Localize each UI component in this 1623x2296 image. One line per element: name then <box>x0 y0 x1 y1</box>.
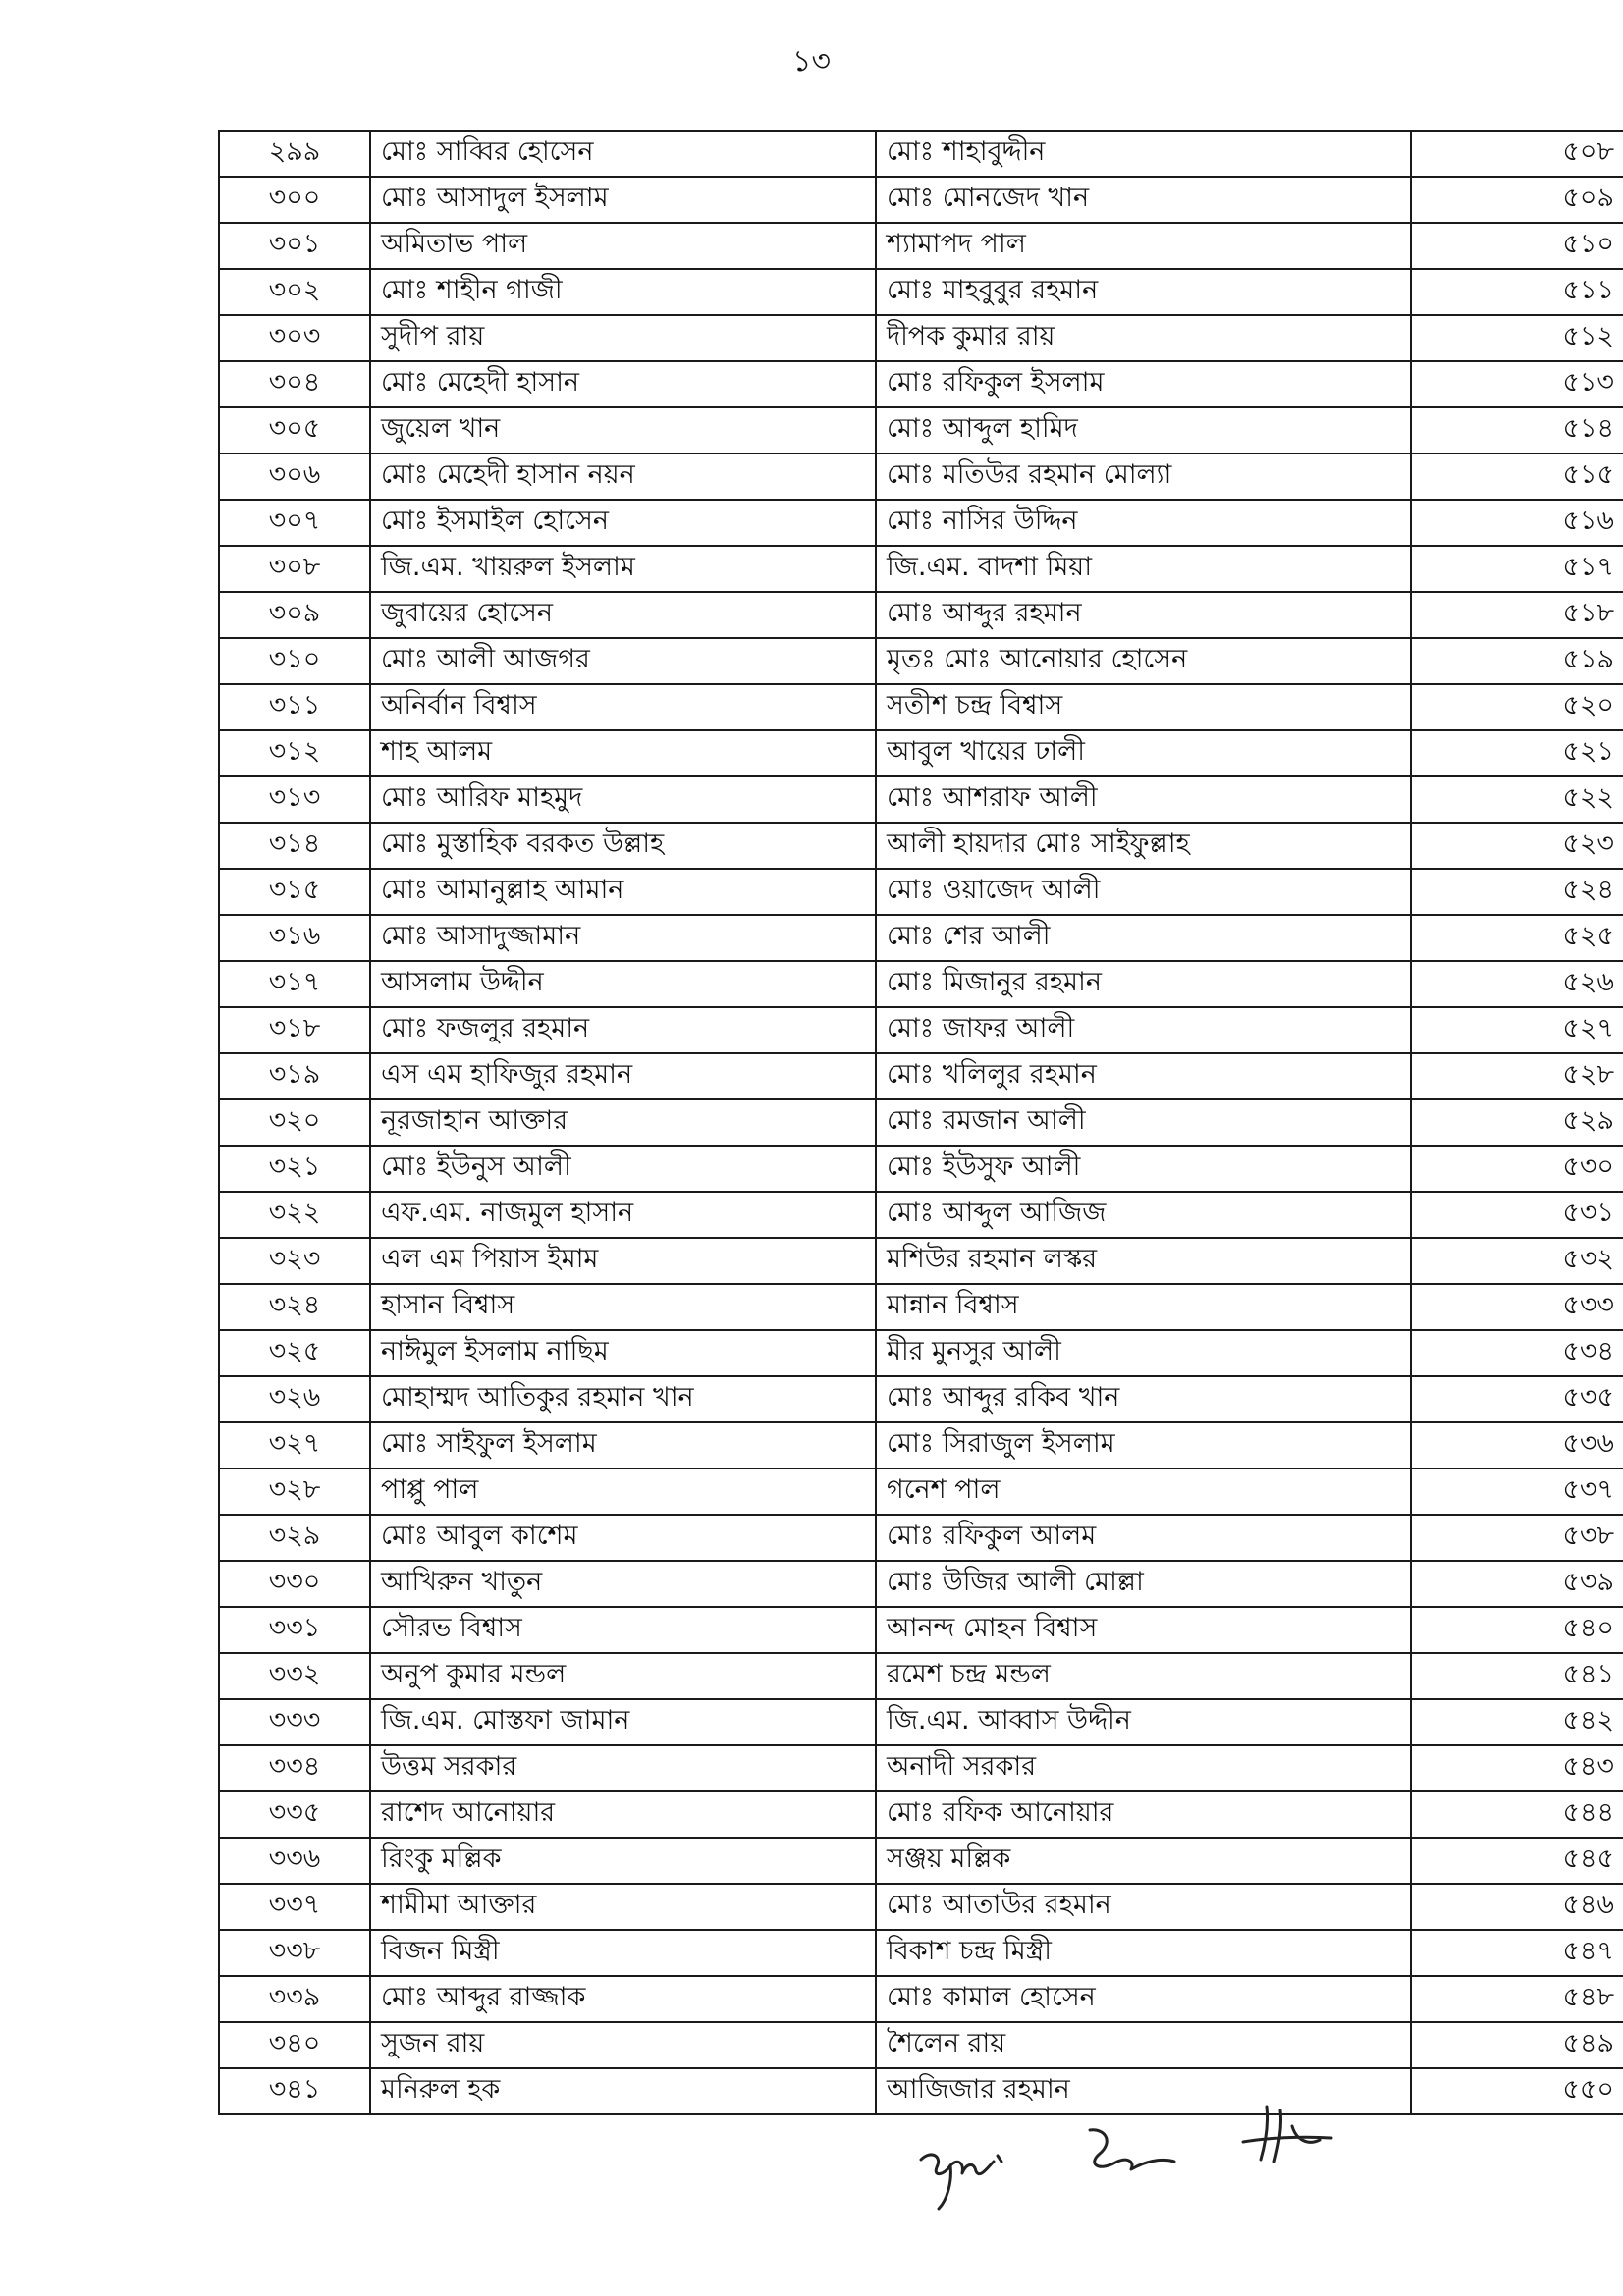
father-name-cell: গনেশ পাল <box>876 1468 1411 1515</box>
code-cell: ৫২১ <box>1411 730 1623 776</box>
table-row <box>219 1561 1623 1607</box>
code-cell: ৫৪৩ <box>1411 1745 1623 1791</box>
table-row <box>219 546 1623 592</box>
table-row <box>219 407 1623 454</box>
father-name-cell: মোঃ আশরাফ আলী <box>876 776 1411 823</box>
name-cell: আখিরুন খাতুন <box>370 1561 876 1607</box>
father-name-cell: মোঃ নাসির উদ্দিন <box>876 500 1411 546</box>
code-cell: ৫২৩ <box>1411 823 1623 869</box>
name-cell: মোঃ মেহেদী হাসান <box>370 361 876 407</box>
name-cell: রিংকু মল্লিক <box>370 1838 876 1884</box>
signatures <box>903 2099 1414 2226</box>
name-cell: অমিতাভ পাল <box>370 223 876 269</box>
table-row <box>219 1284 1623 1330</box>
code-cell: ৫১০ <box>1411 223 1623 269</box>
name-cell: মোঃ ইসমাইল হোসেন <box>370 500 876 546</box>
father-name-cell: আলী হায়দার মোঃ সাইফুল্লাহ <box>876 823 1411 869</box>
father-name-cell: মশিউর রহমান লস্কর <box>876 1238 1411 1284</box>
name-cell: জুয়েল খান <box>370 407 876 454</box>
name-cell: বিজন মিস্ত্রী <box>370 1930 876 1976</box>
table-row <box>219 1745 1623 1791</box>
name-cell: সৌরভ বিশ্বাস <box>370 1607 876 1653</box>
code-cell: ৫১১ <box>1411 269 1623 315</box>
serial-cell: ৩১৭ <box>219 961 370 1007</box>
name-cell: মনিরুল হক <box>370 2068 876 2114</box>
name-cell: নূরজাহান আক্তার <box>370 1099 876 1146</box>
table-row <box>219 2022 1623 2068</box>
code-cell: ৫৫০ <box>1411 2068 1623 2114</box>
serial-cell: ৩৩৪ <box>219 1745 370 1791</box>
name-cell: মোঃ আসাদুল ইসলাম <box>370 177 876 223</box>
code-cell: ৫২৯ <box>1411 1099 1623 1146</box>
father-name-cell: মোঃ মতিউর রহমান মোল্যা <box>876 454 1411 500</box>
table-row <box>219 1653 1623 1699</box>
code-cell: ৫২২ <box>1411 776 1623 823</box>
name-cell: মোঃ মেহেদী হাসান নয়ন <box>370 454 876 500</box>
table-row <box>219 361 1623 407</box>
table-row <box>219 1976 1623 2022</box>
serial-cell: ৩২৫ <box>219 1330 370 1376</box>
table-row <box>219 315 1623 361</box>
serial-cell: ৩১৪ <box>219 823 370 869</box>
code-cell: ৫৩৮ <box>1411 1515 1623 1561</box>
code-cell: ৫১৬ <box>1411 500 1623 546</box>
code-cell: ৫২৪ <box>1411 869 1623 915</box>
table-row <box>219 1238 1623 1284</box>
name-cell: মোঃ আসাদুজ্জামান <box>370 915 876 961</box>
serial-cell: ৩২৩ <box>219 1238 370 1284</box>
father-name-cell: মোঃ কামাল হোসেন <box>876 1976 1411 2022</box>
table-row <box>219 1422 1623 1468</box>
table-body <box>219 131 1623 2114</box>
serial-cell: ৩১৫ <box>219 869 370 915</box>
name-cell: মোঃ আরিফ মাহমুদ <box>370 776 876 823</box>
name-cell: মোঃ আলী আজগর <box>370 638 876 684</box>
father-name-cell: মৃতঃ মোঃ আনোয়ার হোসেন <box>876 638 1411 684</box>
code-cell: ৫২৭ <box>1411 1007 1623 1053</box>
serial-cell: ৩৩৬ <box>219 1838 370 1884</box>
father-name-cell: মোঃ জাফর আলী <box>876 1007 1411 1053</box>
serial-cell: ৩০০ <box>219 177 370 223</box>
code-cell: ৫১৩ <box>1411 361 1623 407</box>
serial-cell: ৩১৮ <box>219 1007 370 1053</box>
serial-cell: ৩১১ <box>219 684 370 730</box>
table-row <box>219 454 1623 500</box>
name-cell: মোঃ ফজলুর রহমান <box>370 1007 876 1053</box>
serial-cell: ৩০৭ <box>219 500 370 546</box>
father-name-cell: সঞ্জয় মল্লিক <box>876 1838 1411 1884</box>
father-name-cell: মোঃ আব্দুর রহমান <box>876 592 1411 638</box>
serial-cell: ৩১৯ <box>219 1053 370 1099</box>
code-cell: ৫২০ <box>1411 684 1623 730</box>
father-name-cell: মোঃ ওয়াজেদ আলী <box>876 869 1411 915</box>
name-cell: আসলাম উদ্দীন <box>370 961 876 1007</box>
table-row <box>219 1791 1623 1838</box>
code-cell: ৫২৫ <box>1411 915 1623 961</box>
table-row <box>219 730 1623 776</box>
serial-cell: ৩৪১ <box>219 2068 370 2114</box>
father-name-cell: দীপক কুমার রায় <box>876 315 1411 361</box>
code-cell: ৫২৬ <box>1411 961 1623 1007</box>
name-cell: মোঃ আবুল কাশেম <box>370 1515 876 1561</box>
table-row <box>219 915 1623 961</box>
serial-cell: ৩২২ <box>219 1192 370 1238</box>
table-row <box>219 961 1623 1007</box>
code-cell: ৫৪৬ <box>1411 1884 1623 1930</box>
table-row <box>219 1007 1623 1053</box>
serial-cell: ৩১০ <box>219 638 370 684</box>
page-number: ১৩ <box>792 44 831 79</box>
serial-cell: ২৯৯ <box>219 131 370 177</box>
serial-cell: ৩০৬ <box>219 454 370 500</box>
serial-cell: ৩৩৩ <box>219 1699 370 1745</box>
father-name-cell: মোঃ রফিকুল আলম <box>876 1515 1411 1561</box>
name-cell: মোঃ সাব্বির হোসেন <box>370 131 876 177</box>
father-name-cell: মোঃ রমজান আলী <box>876 1099 1411 1146</box>
table-row <box>219 1146 1623 1192</box>
code-cell: ৫৪৮ <box>1411 1976 1623 2022</box>
serial-cell: ৩৩৮ <box>219 1930 370 1976</box>
table-row <box>219 177 1623 223</box>
name-cell: মোঃ শাহীন গাজী <box>370 269 876 315</box>
table-row <box>219 223 1623 269</box>
serial-cell: ৩৩৭ <box>219 1884 370 1930</box>
code-cell: ৫৩৫ <box>1411 1376 1623 1422</box>
table-row <box>219 269 1623 315</box>
father-name-cell: মোঃ আব্দুল হামিদ <box>876 407 1411 454</box>
signature-2 <box>1090 2130 1174 2169</box>
serial-cell: ৩০৫ <box>219 407 370 454</box>
code-cell: ৫১৫ <box>1411 454 1623 500</box>
name-cell: জি.এম. মোস্তফা জামান <box>370 1699 876 1745</box>
code-cell: ৫২৮ <box>1411 1053 1623 1099</box>
father-name-cell: জি.এম. আব্বাস উদ্দীন <box>876 1699 1411 1745</box>
code-cell: ৫৪০ <box>1411 1607 1623 1653</box>
table-row <box>219 1192 1623 1238</box>
father-name-cell: আজিজার রহমান <box>876 2068 1411 2114</box>
father-name-cell: আনন্দ মোহন বিশ্বাস <box>876 1607 1411 1653</box>
signature-3 <box>1243 2107 1331 2162</box>
table-row <box>219 869 1623 915</box>
father-name-cell: মোঃ মিজানুর রহমান <box>876 961 1411 1007</box>
table-row <box>219 684 1623 730</box>
name-cell: সুদীপ রায় <box>370 315 876 361</box>
serial-cell: ৩০২ <box>219 269 370 315</box>
table-row <box>219 823 1623 869</box>
serial-cell: ৩৩০ <box>219 1561 370 1607</box>
table-row <box>219 1884 1623 1930</box>
name-cell: শাহ আলম <box>370 730 876 776</box>
father-name-cell: অনাদী সরকার <box>876 1745 1411 1791</box>
code-cell: ৫৩৭ <box>1411 1468 1623 1515</box>
name-cell: নাঈমুল ইসলাম নাছিম <box>370 1330 876 1376</box>
code-cell: ৫৪২ <box>1411 1699 1623 1745</box>
table-row <box>219 1515 1623 1561</box>
code-cell: ৫১৮ <box>1411 592 1623 638</box>
serial-cell: ৩১২ <box>219 730 370 776</box>
father-name-cell: মোঃ রফিকুল ইসলাম <box>876 361 1411 407</box>
name-cell: হাসান বিশ্বাস <box>370 1284 876 1330</box>
serial-cell: ৩০১ <box>219 223 370 269</box>
father-name-cell: রমেশ চন্দ্র মন্ডল <box>876 1653 1411 1699</box>
father-name-cell: মোঃ খলিলুর রহমান <box>876 1053 1411 1099</box>
name-cell: এস এম হাফিজুর রহমান <box>370 1053 876 1099</box>
name-cell: জুবায়ের হোসেন <box>370 592 876 638</box>
serial-cell: ৩০৯ <box>219 592 370 638</box>
table-row <box>219 1053 1623 1099</box>
father-name-cell: আবুল খায়ের ঢালী <box>876 730 1411 776</box>
father-name-cell: শ্যামাপদ পাল <box>876 223 1411 269</box>
father-name-cell: মান্নান বিশ্বাস <box>876 1284 1411 1330</box>
name-cell: অনির্বান বিশ্বাস <box>370 684 876 730</box>
code-cell: ৫৩৩ <box>1411 1284 1623 1330</box>
table-row <box>219 1607 1623 1653</box>
father-name-cell: বিকাশ চন্দ্র মিস্ত্রী <box>876 1930 1411 1976</box>
father-name-cell: মোঃ শাহাবুদ্দীন <box>876 131 1411 177</box>
serial-cell: ৩১৬ <box>219 915 370 961</box>
code-cell: ৫৩৬ <box>1411 1422 1623 1468</box>
code-cell: ৫১৯ <box>1411 638 1623 684</box>
table-row <box>219 500 1623 546</box>
serial-cell: ৩২৭ <box>219 1422 370 1468</box>
name-cell: মোহাম্মদ আতিকুর রহমান খান <box>370 1376 876 1422</box>
serial-cell: ৩০৮ <box>219 546 370 592</box>
name-cell: মোঃ সাইফুল ইসলাম <box>370 1422 876 1468</box>
name-cell: শামীমা আক্তার <box>370 1884 876 1930</box>
father-name-cell: মীর মুনসুর আলী <box>876 1330 1411 1376</box>
name-cell: জি.এম. খায়রুল ইসলাম <box>370 546 876 592</box>
code-cell: ৫১৪ <box>1411 407 1623 454</box>
code-cell: ৫৩২ <box>1411 1238 1623 1284</box>
code-cell: ৫৪৫ <box>1411 1838 1623 1884</box>
code-cell: ৫১৭ <box>1411 546 1623 592</box>
father-name-cell: মোঃ মোনজেদ খান <box>876 177 1411 223</box>
father-name-cell: মোঃ ইউসুফ আলী <box>876 1146 1411 1192</box>
name-cell: মোঃ আমানুল্লাহ আমান <box>370 869 876 915</box>
code-cell: ৫৩৯ <box>1411 1561 1623 1607</box>
table-row <box>219 776 1623 823</box>
serial-cell: ৩১৩ <box>219 776 370 823</box>
name-cell: সুজন রায় <box>370 2022 876 2068</box>
serial-cell: ৩২৪ <box>219 1284 370 1330</box>
father-name-cell: মোঃ আব্দুল আজিজ <box>876 1192 1411 1238</box>
father-name-cell: জি.এম. বাদশা মিয়া <box>876 546 1411 592</box>
table-row <box>219 131 1623 177</box>
table-row <box>219 638 1623 684</box>
name-cell: অনুপ কুমার মন্ডল <box>370 1653 876 1699</box>
serial-cell: ৩২০ <box>219 1099 370 1146</box>
father-name-cell: মোঃ আতাউর রহমান <box>876 1884 1411 1930</box>
name-cell: এফ.এম. নাজমুল হাসান <box>370 1192 876 1238</box>
father-name-cell: শৈলেন রায় <box>876 2022 1411 2068</box>
code-cell: ৫৩০ <box>1411 1146 1623 1192</box>
name-cell: পাপ্পু পাল <box>370 1468 876 1515</box>
name-cell: মোঃ আব্দুর রাজ্জাক <box>370 1976 876 2022</box>
code-cell: ৫৩৪ <box>1411 1330 1623 1376</box>
father-name-cell: সতীশ চন্দ্র বিশ্বাস <box>876 684 1411 730</box>
code-cell: ৫৩১ <box>1411 1192 1623 1238</box>
name-cell: মোঃ মুস্তাহিক বরকত উল্লাহ <box>370 823 876 869</box>
name-cell: মোঃ ইউনুস আলী <box>370 1146 876 1192</box>
table-row <box>219 1930 1623 1976</box>
table-row <box>219 1330 1623 1376</box>
signature-1 <box>921 2155 1001 2209</box>
code-cell: ৫৪১ <box>1411 1653 1623 1699</box>
serial-cell: ৩৩১ <box>219 1607 370 1653</box>
candidate-table <box>218 130 1623 2115</box>
table-row <box>219 1099 1623 1146</box>
name-cell: উত্তম সরকার <box>370 1745 876 1791</box>
name-cell: রাশেদ আনোয়ার <box>370 1791 876 1838</box>
serial-cell: ৩৪০ <box>219 2022 370 2068</box>
code-cell: ৫০৯ <box>1411 177 1623 223</box>
code-cell: ৫৪৪ <box>1411 1791 1623 1838</box>
serial-cell: ৩৩২ <box>219 1653 370 1699</box>
table-row <box>219 592 1623 638</box>
table-row <box>219 1699 1623 1745</box>
serial-cell: ৩৩৯ <box>219 1976 370 2022</box>
table-row <box>219 1376 1623 1422</box>
code-cell: ৫০৮ <box>1411 131 1623 177</box>
name-cell: এল এম পিয়াস ইমাম <box>370 1238 876 1284</box>
father-name-cell: মোঃ শের আলী <box>876 915 1411 961</box>
serial-cell: ৩২৯ <box>219 1515 370 1561</box>
father-name-cell: মোঃ রফিক আনোয়ার <box>876 1791 1411 1838</box>
father-name-cell: মোঃ উজির আলী মোল্লা <box>876 1561 1411 1607</box>
serial-cell: ৩০৩ <box>219 315 370 361</box>
code-cell: ৫৪৭ <box>1411 1930 1623 1976</box>
father-name-cell: মোঃ আব্দুর রকিব খান <box>876 1376 1411 1422</box>
father-name-cell: মোঃ মাহবুবুর রহমান <box>876 269 1411 315</box>
table-row <box>219 1468 1623 1515</box>
serial-cell: ৩৩৫ <box>219 1791 370 1838</box>
code-cell: ৫৪৯ <box>1411 2022 1623 2068</box>
father-name-cell: মোঃ সিরাজুল ইসলাম <box>876 1422 1411 1468</box>
table-row <box>219 1838 1623 1884</box>
code-cell: ৫১২ <box>1411 315 1623 361</box>
serial-cell: ৩২১ <box>219 1146 370 1192</box>
serial-cell: ৩২৮ <box>219 1468 370 1515</box>
serial-cell: ৩২৬ <box>219 1376 370 1422</box>
serial-cell: ৩০৪ <box>219 361 370 407</box>
